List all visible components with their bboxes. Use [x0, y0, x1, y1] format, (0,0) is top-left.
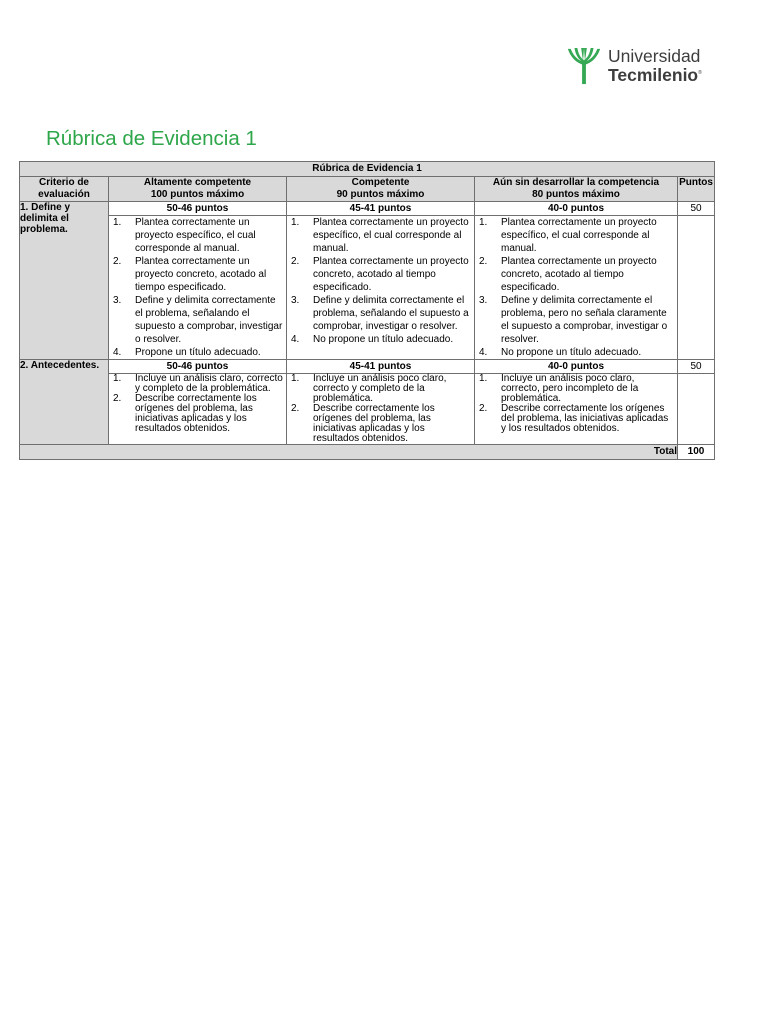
header-criterio: Criterio de evaluación	[20, 177, 109, 202]
descriptor-number: 2.	[113, 256, 122, 267]
rubric-table	[19, 161, 715, 460]
logo-line-2: Tecmilenio®	[608, 65, 702, 85]
descriptor-text: Define y delimita correctamente el problema, señalando el supuesto a comprobar, investigar o resolver.	[135, 295, 283, 345]
descriptor-text: Incluye un análisis poco claro, correcto y completo de la problemática.	[313, 373, 447, 404]
descriptor-number: 1.	[113, 217, 122, 228]
total-row	[20, 445, 715, 460]
descriptor-text: Plantea correctamente un proyecto específico, el cual corresponde al manual.	[313, 217, 469, 254]
descriptor-item	[287, 333, 474, 346]
descriptor-item	[287, 255, 474, 294]
descriptor-text: Plantea correctamente un proyecto concreto, acotado al tiempo especificado.	[501, 256, 657, 293]
descriptor-number: 1.	[113, 373, 122, 384]
descriptor-cell	[475, 374, 678, 445]
descriptor-number: 4.	[479, 347, 488, 358]
criterion-descriptor-row	[20, 216, 715, 360]
table-caption: Rúbrica de Evidencia 1	[20, 162, 715, 177]
criterion-label: 2. Antecedentes.	[20, 360, 109, 445]
descriptor-item	[109, 346, 286, 359]
descriptor-text: Plantea correctamente un proyecto específico, el cual corresponde al manual.	[501, 217, 657, 254]
descriptor-number: 2.	[291, 256, 300, 267]
descriptor-text: Plantea correctamente un proyecto concreto, acotado al tiempo especificado.	[135, 256, 267, 293]
score-range: 45-41 puntos	[287, 202, 475, 216]
descriptor-list	[287, 216, 474, 346]
descriptor-number: 4.	[113, 347, 122, 358]
descriptor-text: Define y delimita correctamente el problema, pero no señala claramente el supuesto a comprobar, investigar o resolver.	[501, 295, 668, 345]
descriptor-cell	[475, 216, 678, 360]
descriptor-item	[475, 346, 677, 359]
descriptor-number: 4.	[291, 334, 300, 345]
descriptor-text: Describe correctamente los orígenes del problema, las iniciativas aplicadas y los resultados obtenidos.	[313, 403, 435, 444]
descriptor-number: 3.	[113, 295, 122, 306]
criterion-descriptor-row	[20, 374, 715, 445]
score-range: 40-0 puntos	[475, 202, 678, 216]
descriptor-number: 2.	[479, 403, 488, 414]
descriptor-text: Propone un título adecuado.	[135, 347, 261, 358]
score-range: 45-41 puntos	[287, 360, 475, 374]
descriptor-text: No propone un título adecuado.	[313, 334, 454, 345]
descriptor-cell	[287, 216, 475, 360]
criterion-range-row	[20, 360, 715, 374]
header-aun-sin-desarrollar: Aún sin desarrollar la competencia 80 puntos máximo	[475, 177, 678, 202]
descriptor-item	[287, 294, 474, 333]
score-range: 40-0 puntos	[475, 360, 678, 374]
criterion-points: 50	[678, 202, 715, 216]
tecmilenio-leaf-icon	[565, 46, 603, 86]
empty-cell	[678, 216, 715, 360]
header-altamente-competente: Altamente competente 100 puntos máximo	[109, 177, 287, 202]
table-caption-row	[20, 162, 715, 177]
criterion-points: 50	[678, 360, 715, 374]
descriptor-item	[287, 216, 474, 255]
descriptor-text: Describe correctamente los orígenes del problema, las iniciativas aplicadas y los resultados obtenidos.	[501, 403, 669, 434]
descriptor-item	[475, 216, 677, 255]
descriptor-number: 1.	[479, 373, 488, 384]
descriptor-item	[109, 374, 286, 394]
column-header-row	[20, 177, 715, 202]
descriptor-number: 2.	[479, 256, 488, 267]
document-title: Rúbrica de Evidencia 1	[46, 127, 257, 150]
descriptor-cell	[109, 374, 287, 445]
descriptor-text: Plantea correctamente un proyecto concreto, acotado al tiempo especificado.	[313, 256, 469, 293]
header-puntos: Puntos	[678, 177, 715, 202]
descriptor-list	[475, 216, 677, 359]
total-label: Total	[20, 445, 678, 460]
descriptor-item	[475, 294, 677, 346]
descriptor-item	[287, 374, 474, 404]
descriptor-list	[287, 374, 474, 444]
descriptor-item	[287, 404, 474, 444]
descriptor-number: 1.	[291, 373, 300, 384]
descriptor-list	[109, 216, 286, 359]
descriptor-item	[475, 404, 677, 434]
descriptor-number: 3.	[479, 295, 488, 306]
empty-cell	[678, 374, 715, 445]
criterion-label: 1. Define y delimita el problema.	[20, 202, 109, 360]
descriptor-cell	[287, 374, 475, 445]
descriptor-text: Plantea correctamente un proyecto específico, el cual corresponde al manual.	[135, 217, 256, 254]
descriptor-item	[475, 374, 677, 404]
descriptor-item	[109, 255, 286, 294]
header-competente: Competente 90 puntos máximo	[287, 177, 475, 202]
descriptor-item	[109, 294, 286, 346]
criterion-range-row	[20, 202, 715, 216]
descriptor-item	[475, 255, 677, 294]
score-range: 50-46 puntos	[109, 360, 287, 374]
descriptor-number: 1.	[479, 217, 488, 228]
logo-line-1: Universidad	[608, 45, 701, 66]
descriptor-number: 2.	[113, 393, 122, 404]
descriptor-number: 2.	[291, 403, 300, 414]
descriptor-text: Describe correctamente los orígenes del problema, las iniciativas aplicadas y los resultados obtenidos.	[135, 393, 257, 434]
total-value: 100	[678, 445, 715, 460]
university-logo	[565, 42, 715, 90]
descriptor-text: Define y delimita correctamente el problema, señalando el supuesto a comprobar, investigar o resolver.	[313, 295, 469, 332]
descriptor-text: No propone un título adecuado.	[501, 347, 642, 358]
descriptor-cell	[109, 216, 287, 360]
descriptor-text: Incluye un análisis claro, correcto y completo de la problemática.	[135, 373, 283, 394]
descriptor-item	[109, 394, 286, 434]
score-range: 50-46 puntos	[109, 202, 287, 216]
descriptor-text: Incluye un análisis poco claro, correcto, pero incompleto de la problemática.	[501, 373, 639, 404]
descriptor-number: 1.	[291, 217, 300, 228]
descriptor-number: 3.	[291, 295, 300, 306]
descriptor-list	[109, 374, 286, 434]
descriptor-list	[475, 374, 677, 434]
descriptor-item	[109, 216, 286, 255]
